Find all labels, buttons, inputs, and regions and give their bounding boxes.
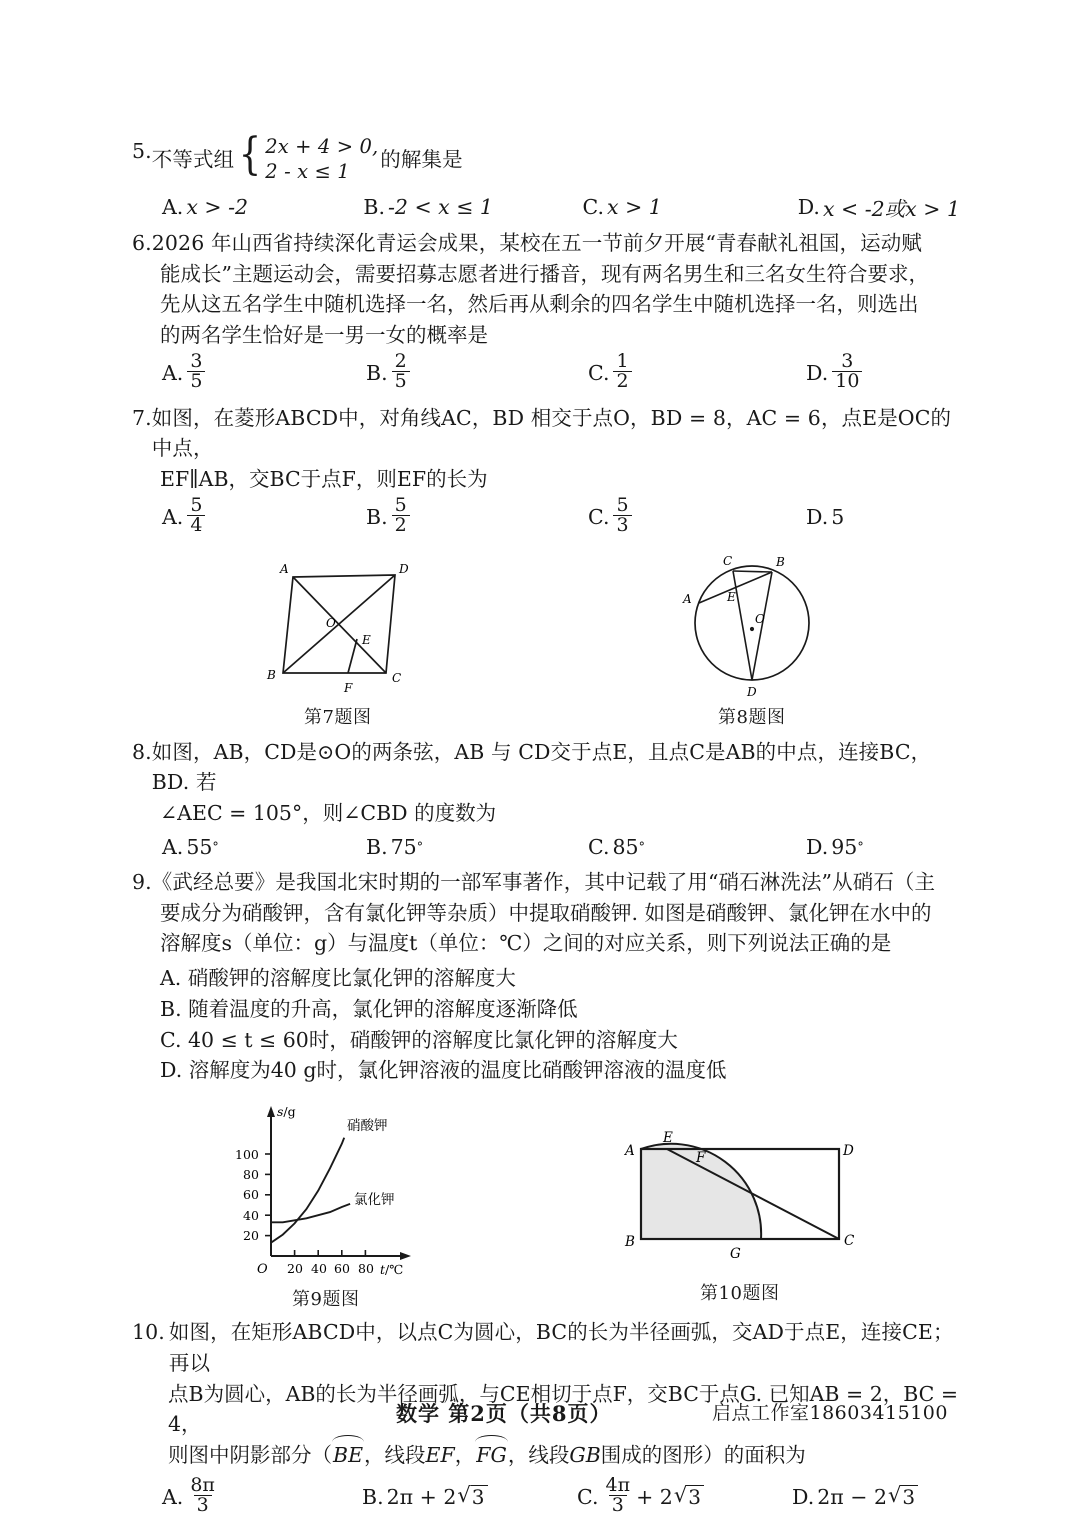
question-7-options — [132, 493, 960, 537]
figure-9 — [223, 1098, 428, 1311]
option-5-C[interactable]: C. x > 1 — [582, 194, 662, 219]
label-E: E — [726, 589, 736, 604]
radical: √ 3 — [674, 1485, 704, 1508]
question-5 — [132, 129, 960, 222]
arc-FG: FG — [475, 1440, 508, 1471]
fraction: $\frac{5}{4}$ — [187, 496, 205, 536]
y-tick-40: 40 — [243, 1208, 260, 1224]
brace-glyph: { — [238, 129, 262, 180]
origin-label: O — [257, 1262, 268, 1278]
question-6-options — [132, 349, 960, 393]
label-C: C — [392, 670, 402, 685]
question-5-number: 5. — [132, 139, 152, 163]
label-O: O — [326, 615, 337, 630]
label-C: C — [843, 1233, 855, 1250]
label-D: D — [842, 1143, 854, 1160]
y-axis-arrow — [267, 1106, 275, 1117]
x-axis-arrow — [400, 1252, 411, 1260]
footer-page-label: 数学 第2页（共8页） — [396, 1401, 612, 1426]
circle-diagram — [657, 551, 847, 701]
label-F: F — [344, 680, 353, 695]
question-9-line-1: 《武经总要》是我国北宋时期的一部军事著作，其中记载了用“硝石淋洗法”从硝石（主 — [151, 869, 936, 894]
fraction: $\frac{4\pi}{3}$ — [605, 1473, 631, 1517]
series-label-chloride: 氯化钾 — [354, 1192, 395, 1209]
option-6-B[interactable]: B. $\frac{2}{5}$ — [366, 353, 588, 393]
fraction: $\frac{5}{2}$ — [392, 496, 410, 536]
option-7-A[interactable]: A. $\frac{5}{4}$ — [162, 497, 366, 537]
figure-8 — [657, 551, 847, 729]
option-6-A[interactable]: A. $\frac{3}{5}$ — [162, 353, 366, 393]
question-10-line-1: 如图，在矩形ABCD中，以点C为圆心，BC的长为半径画弧，交AD于点E，连接CE；再以 — [168, 1320, 954, 1375]
label-D: D — [746, 684, 757, 699]
question-6-line-4: 的两名学生恰好是一男一女的概率是 — [160, 323, 488, 348]
figure-7 — [245, 561, 430, 729]
question-7-line-2: EF∥AB，交BC于点F，则EF的长为 — [160, 467, 488, 492]
question-7-line-1: 如图，在菱形ABCD中，对角线AC，BD 相交于点O，BD = 8，AC = 6，点E是OC的中点， — [151, 405, 952, 461]
option-5-B[interactable]: B. -2 < x ≤ 1 — [363, 194, 493, 219]
question-9-line-3: 溶解度s（单位：g）与温度t（单位：℃）之间的对应关系，则下列说法正确的是 — [160, 931, 892, 956]
label-A: A — [624, 1143, 635, 1160]
fraction: $\frac{3}{5}$ — [187, 352, 205, 392]
question-5-stem-after: 的解集是 — [380, 147, 463, 172]
x-tick-80: 80 — [358, 1261, 375, 1277]
question-10-line-2: 点B为圆心，AB的长为半径画弧，与CE相切于点F，交BC于点G. 已知AB = 2，BC = 4， — [168, 1381, 959, 1437]
question-7 — [132, 403, 960, 537]
question-5-options — [132, 192, 960, 222]
option-8-B[interactable]: B. 75 ° — [366, 834, 424, 859]
choice-9-A[interactable]: A. 硝酸钾的溶解度比氯化钾的溶解度大 — [160, 966, 516, 991]
y-tick-80: 80 — [243, 1167, 260, 1183]
question-10-number: 10. — [132, 1320, 165, 1345]
question-8 — [132, 737, 960, 859]
series-chloride-curve — [271, 1204, 350, 1222]
x-axis-label: t/℃ — [380, 1262, 404, 1278]
choice-9-D[interactable]: D. 溶解度为40 g时，氯化钾溶液的温度比硝酸钾溶液的温度低 — [160, 1058, 727, 1083]
question-6-line-1: 2026 年山西省持续深化青运会成果，某校在五一节前夕开展“青春献礼祖国，运动赋 — [151, 230, 922, 255]
option-7-B[interactable]: B. $\frac{5}{2}$ — [366, 497, 588, 537]
y-tick-20: 20 — [243, 1228, 260, 1244]
figure-7-caption: 第7题图 — [304, 706, 372, 728]
footer-watermark: 启点工作室18603415100 — [712, 1402, 948, 1424]
option-6-C[interactable]: C. $\frac{1}{2}$ — [588, 353, 806, 393]
label-B: B — [624, 1234, 635, 1251]
question-10-line-3: 则图中阴影部分（BE，线段EF，FG，线段GB围成的图形）的面积为 — [132, 1440, 960, 1471]
question-5-stem-before: 不等式组 — [151, 147, 235, 172]
label-B: B — [267, 667, 277, 682]
option-10-D[interactable]: D. 2π − 2 √ 3 — [792, 1485, 919, 1509]
option-10-A[interactable]: A. $\frac{8\pi}{3}$ — [162, 1477, 362, 1517]
label-A: A — [682, 591, 692, 606]
option-6-D[interactable]: D. $\frac{3}{10}$ — [806, 353, 863, 393]
x-tick-40: 40 — [311, 1261, 328, 1277]
solubility-chart — [223, 1098, 428, 1283]
label-F: F — [695, 1150, 706, 1167]
figure-10 — [611, 1127, 869, 1305]
figure-row-9-10 — [132, 1098, 960, 1311]
fraction: $\frac{1}{2}$ — [613, 352, 631, 392]
question-9-number: 9. — [132, 869, 152, 894]
page-content — [132, 129, 960, 1521]
figure-9-caption: 第9题图 — [292, 1289, 360, 1311]
fraction: $\frac{5}{3}$ — [613, 496, 631, 536]
x-tick-60: 60 — [334, 1261, 351, 1277]
y-axis-label: s/g — [277, 1104, 296, 1120]
question-6 — [132, 228, 960, 393]
question-8-line-1: 如图，AB，CD是⊙O的两条弦，AB 与 CD交于点E，且点C是AB的中点，连接BC，BD. 若 — [151, 739, 932, 795]
label-E: E — [362, 632, 372, 647]
option-8-A[interactable]: A. 55 ° — [162, 834, 219, 859]
radical: √ 3 — [888, 1485, 918, 1508]
x-tick-20: 20 — [287, 1261, 304, 1277]
option-10-C[interactable]: C. $\frac{4\pi}{3}$ + 2 √ 3 — [577, 1477, 792, 1517]
inequality-system — [236, 129, 379, 185]
y-tick-60: 60 — [243, 1187, 260, 1203]
fraction: $\frac{2}{5}$ — [392, 352, 410, 392]
arc-BE: BE — [332, 1440, 364, 1471]
figure-row-7-8 — [132, 551, 960, 729]
fraction: $\frac{3}{10}$ — [832, 352, 862, 392]
option-7-D[interactable]: D. 5 — [806, 504, 845, 529]
series-nitrate-curve — [271, 1138, 344, 1243]
fraction: $\frac{8\pi}{3}$ — [190, 1473, 215, 1517]
question-8-number: 8. — [132, 739, 152, 764]
question-6-line-2: 能成长”主题运动会，需要招募志愿者进行播音，现有两名男生和三名女生符合要求， — [160, 261, 929, 286]
rectangle-arc-diagram — [611, 1127, 869, 1277]
inequality-row-1: 2x + 4 > 0, — [265, 135, 379, 158]
label-B: B — [775, 554, 785, 569]
figure-10-caption: 第10题图 — [700, 1283, 780, 1305]
question-9 — [132, 867, 960, 1086]
question-8-options — [132, 835, 960, 859]
label-O: O — [754, 611, 765, 626]
question-8-line-2: ∠AEC = 105°，则∠CBD 的度数为 — [160, 801, 497, 826]
option-5-A[interactable]: A. x > -2 — [162, 194, 249, 219]
label-D: D — [399, 561, 409, 576]
inequality-row-2: 2 - x ≤ 1 — [265, 159, 350, 183]
question-9-line-2: 要成分为硝酸钾，含有氯化钾等杂质）中提取硝酸钾. 如图是硝酸钾、氯化钾在水中的 — [160, 900, 932, 925]
question-6-number: 6. — [132, 230, 152, 255]
rhombus-diagram — [245, 561, 430, 701]
label-A: A — [280, 561, 289, 576]
y-tick-100: 100 — [235, 1147, 260, 1163]
label-E: E — [662, 1130, 673, 1147]
question-10-options — [132, 1473, 960, 1517]
choice-9-B[interactable]: B. 随着温度的升高，氯化钾的溶解度逐渐降低 — [160, 996, 578, 1021]
option-8-D[interactable]: D. 95 ° — [806, 834, 864, 859]
label-G: G — [729, 1246, 741, 1263]
option-7-C[interactable]: C. $\frac{5}{3}$ — [588, 497, 806, 537]
question-7-number: 7. — [132, 405, 152, 430]
label-C: C — [722, 553, 732, 568]
question-5-stem — [151, 129, 960, 186]
option-5-D[interactable]: D. x < -2或x > 1 — [797, 194, 960, 221]
option-10-B[interactable]: B. 2π + 2 √ 3 — [362, 1485, 577, 1509]
radical: √ 3 — [457, 1485, 487, 1508]
series-label-nitrate: 硝酸钾 — [347, 1118, 388, 1135]
choice-9-C[interactable]: C. 40 ≤ t ≤ 60时，硝酸钾的溶解度比氯化钾的溶解度大 — [160, 1027, 678, 1052]
question-6-line-3: 先从这五名学生中随机选择一名，然后再从剩余的四名学生中随机选择一名，则选出 — [160, 292, 919, 317]
option-8-C[interactable]: C. 85 ° — [588, 834, 645, 859]
figure-8-caption: 第8题图 — [718, 706, 786, 728]
